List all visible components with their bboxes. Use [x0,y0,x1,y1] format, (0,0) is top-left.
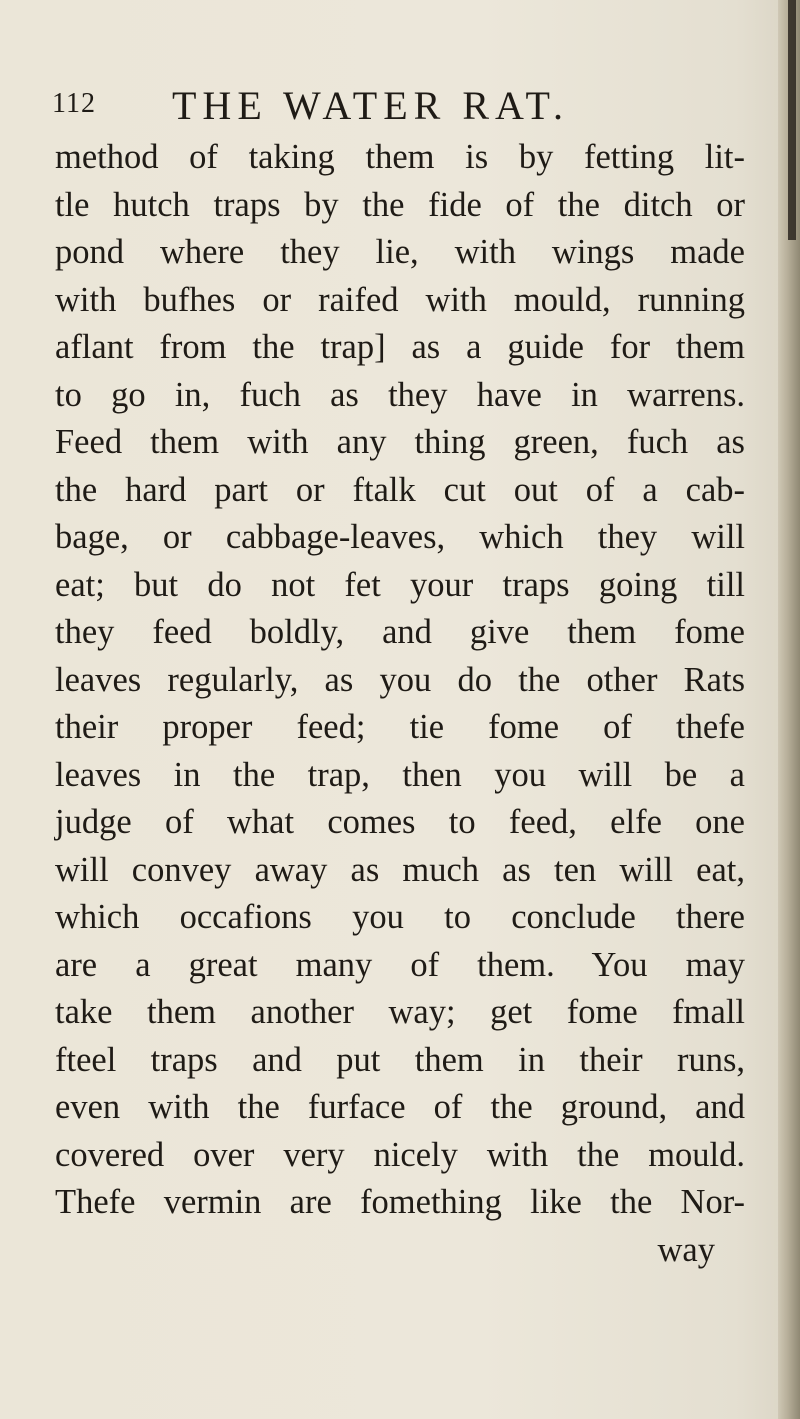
text-line: even with the furface of the ground, and [55,1088,745,1126]
text-line: leaves in the trap, then you will be a [55,755,745,794]
text-line: bage, or cabbage-leaves, which they will [55,518,745,556]
text-line: the hard part or ftalk cut out of a cab- [55,470,745,509]
text-line: they feed boldly, and give them fome [55,613,745,651]
text-line: with bufhes or raifed with mould, running [55,280,745,319]
binding-shadow [788,0,796,240]
catchword: way [657,1230,715,1269]
text-line: leaves regularly, as you do the other Rats [55,660,745,699]
text-line: their proper feed; tie fome of thefe [55,708,745,746]
text-line: pond where they lie, with wings made [55,233,745,271]
text-line: judge of what comes to feed, elfe one [55,803,745,841]
text-line: Feed them with any thing green, fuch as [55,423,745,461]
text-line: are a great many of them. You may [55,945,745,984]
text-line: Thefe vermin are fomething like the Nor- [55,1183,745,1221]
running-head: THE WATER RAT. [172,83,569,128]
text-line: fteel traps and put them in their runs, [55,1040,745,1079]
text-line: take them another way; get fome fmall [55,993,745,1031]
body-text [55,134,745,1274]
text-line: will convey away as much as ten will eat, [55,850,745,889]
text-line: covered over very nicely with the mould. [55,1135,745,1174]
text-line: eat; but do not fet your traps going till [55,565,745,604]
text-line: tle hutch traps by the fide of the ditch or [55,185,745,224]
text-line: to go in, fuch as they have in warrens. [55,375,745,414]
text-line: which occafions you to conclude there [55,898,745,936]
page-number: 112 [52,88,96,119]
text-line: method of taking them is by fetting lit- [55,138,745,176]
page-header [52,82,752,130]
text-line: aflant from the trap] as a guide for them [55,328,745,366]
